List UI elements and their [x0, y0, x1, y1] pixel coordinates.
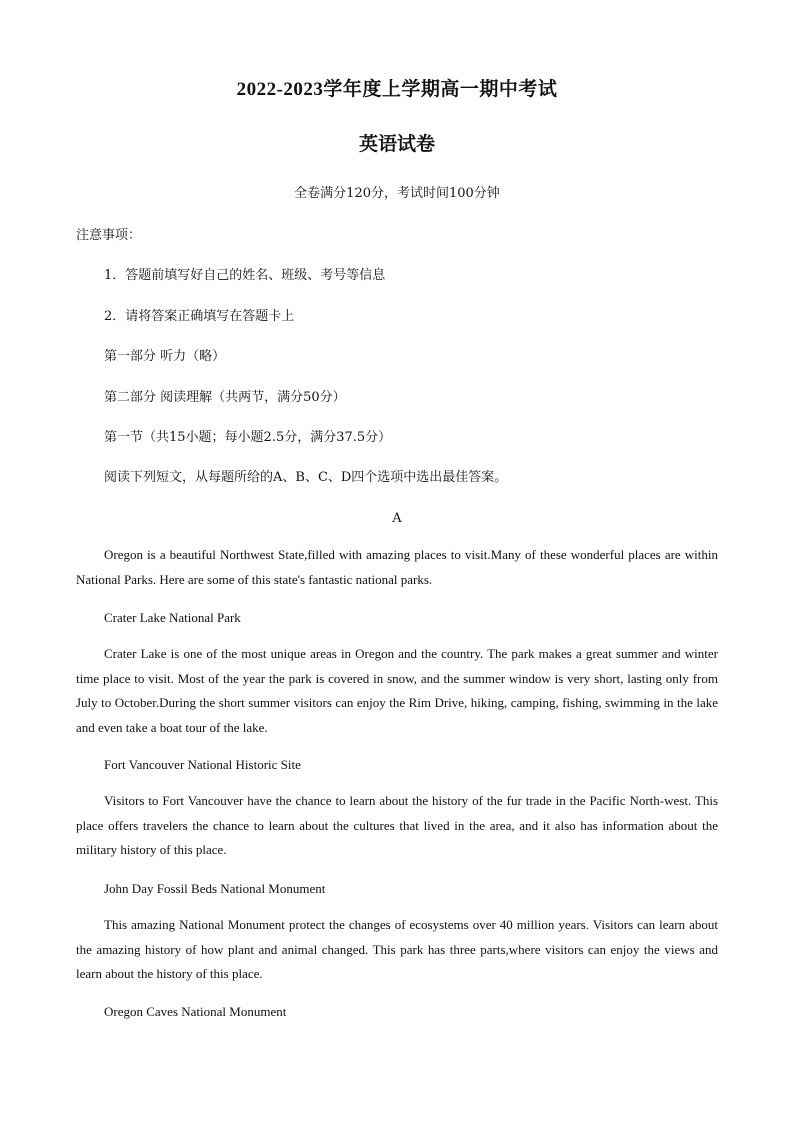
section1-heading: 第一节（共15小题；每小题2.5分，满分37.5分）: [104, 430, 392, 445]
notice-label: 注意事项：: [76, 228, 142, 243]
exam-subject: 英语试卷: [358, 134, 435, 155]
notice-item-2: 2．请将答案正确填写在答题卡上: [104, 309, 295, 324]
passage-label: A: [392, 511, 402, 526]
reading-instruction: 阅读下列短文，从每题所给的A、B、C、D四个选项中选出最佳答案。: [104, 470, 508, 485]
park-text-crater-lake: Crater Lake is one of the most unique areas in Oregon and the country. The park makes a great summer and winter time place to visit. Most of the year the park is covered in snow, and the summer window is very short, lasting only from July to October.During the short summer visitors can enjoy the Rim Drive, hiking, camping, fishing, swimming in the lake and even take a boat tour of the lake.: [76, 646, 718, 735]
exam-title: 2022-2023学年度上学期高一期中考试: [236, 79, 558, 100]
passage-intro: Oregon is a beautiful Northwest State,filled with amazing places to visit.Many of these wonderful places are within National Parks. Here are some of this state's fantastic national parks.: [76, 547, 718, 587]
park-heading-fort-vancouver: Fort Vancouver National Historic Site: [104, 757, 301, 772]
park-heading-crater-lake: Crater Lake National Park: [104, 610, 241, 625]
park-heading-oregon-caves: Oregon Caves National Monument: [104, 1004, 287, 1019]
park-text-john-day: This amazing National Monument protect the changes of ecosystems over 40 million years. Visitors can learn about the amazing history of how plant and animal changed. This park has three parts,where visitors can enjoy the views and learn about the history of this place.: [76, 917, 718, 981]
park-text-fort-vancouver: Visitors to Fort Vancouver have the chance to learn about the history of the fur trade in the Pacific North-west. This place offers travelers the chance to learn about the cultures that lived in the area, and it also has information about the military history of this place.: [76, 793, 718, 857]
park-heading-john-day: John Day Fossil Beds National Monument: [104, 881, 326, 896]
notice-item-1: 1．答题前填写好自己的姓名、班级、考号等信息: [104, 268, 386, 283]
part1-heading: 第一部分 听力（略）: [104, 349, 226, 364]
part2-heading: 第二部分 阅读理解（共两节，满分50分）: [104, 390, 346, 405]
exam-info: 全卷满分120分，考试时间100分钟: [294, 186, 500, 201]
